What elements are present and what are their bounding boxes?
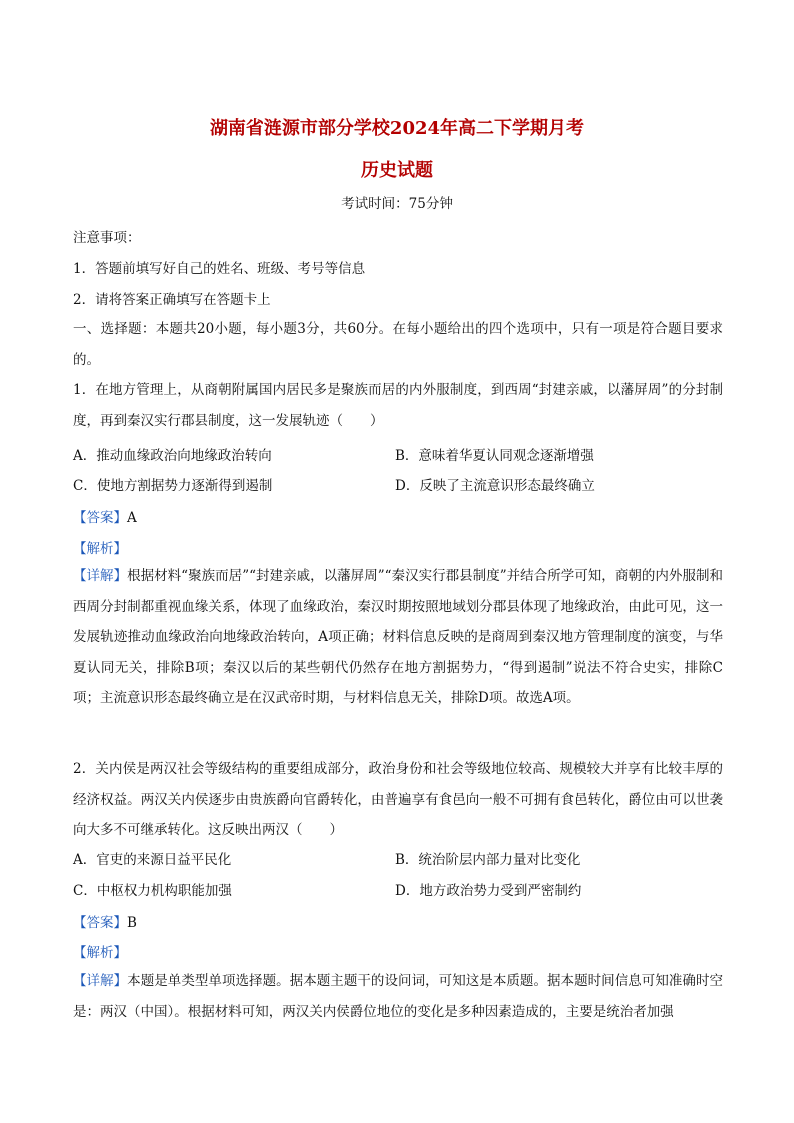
option-d: D．反映了主流意识形态最终确立 [395,478,595,494]
explanation [73,966,723,1027]
option-b: B．统治阶层内部力量对比变化 [395,852,581,868]
notice-heading: 注意事项： [73,230,141,246]
option-b: B．意味着华夏认同观念逐渐增强 [395,448,594,464]
document-subtitle: 历史试题 [361,160,433,181]
notice-item: 2．请将答案正确填写在答题卡上 [73,292,271,308]
option-a: A．推动血缘政治向地缘政治转向 [73,448,272,464]
document-title: 湖南省涟源市部分学校2024年高二下学期月考 [209,118,585,139]
detail-text: 根据材料“聚族而居”“封建亲戚，以藩屏周”“秦汉实行郡县制度”并结合所学可知，商朝的内外服制和西周分封制都重视血缘关系，体现了血缘政治，秦汉时期按照地域划分郡县体现了地缘政治，由此可见，这一发展轨迹推动血缘政治向地缘政治转向，A项正确；材料信息反映的是商周到秦汉地方管理制度的演变，与华夏认同无关，排除B项；秦汉以后的某些朝代仍然存在地方割据势力，“得到遏制”说法不符合史实，排除C项；主流意识形态最终确立是在汉武帝时期，与材料信息无关，排除D项。故选A项。 [73,568,723,706]
analysis-label: 【解析】 [73,945,127,961]
analysis-label: 【解析】 [73,541,127,557]
explanation [73,561,723,714]
question-stem: 2．关内侯是两汉社会等级结构的重要组成部分，政治身份和社会等级地位较高、规模较大并享有比较丰厚的经济权益。两汉关内侯逐步由贵族爵向官爵转化，由普遍享有食邑向一般不可拥有食邑转化，爵位由可以世袭向大多不可继承转化。这反映出两汉（ ） [73,761,723,838]
section-intro: 一、选择题：本题共20小题，每小题3分，共60分。在每小题给出的四个选项中，只有一项是符合题目要求的。 [73,321,723,368]
question-stem: 1．在地方管理上，从商朝附属国内居民多是聚族而居的内外服制度，到西周“封建亲戚，以藩屏周”的分封制度，再到秦汉实行郡县制度，这一发展轨迹（ ） [73,382,723,429]
answer-line [73,506,137,526]
option-c: C．中枢权力机构职能加强 [73,883,232,899]
answer-line [73,911,137,931]
answer-value: A [127,510,137,526]
detail-label: 【详解】 [73,568,128,584]
option-a: A．官吏的来源日益平民化 [73,852,232,868]
answer-label: 【答案】 [73,510,127,526]
notice-item: 1．答题前填写好自己的姓名、班级、考号等信息 [73,261,366,277]
detail-label: 【详解】 [73,973,128,989]
option-c: C．使地方割据势力逐渐得到遏制 [73,478,273,494]
answer-value: B [127,915,137,931]
detail-text: 本题是单类型单项选择题。据本题主题干的设问词，可知这是本质题。据本题时间信息可知准确时空是：两汉（中国）。根据材料可知，两汉关内侯爵位地位的变化是多种因素造成的，主要是统治者加强 [73,973,724,1020]
option-d: D．地方政治势力受到严密制约 [395,883,582,899]
answer-label: 【答案】 [73,915,127,931]
exam-time: 考试时间：75分钟 [341,196,453,212]
